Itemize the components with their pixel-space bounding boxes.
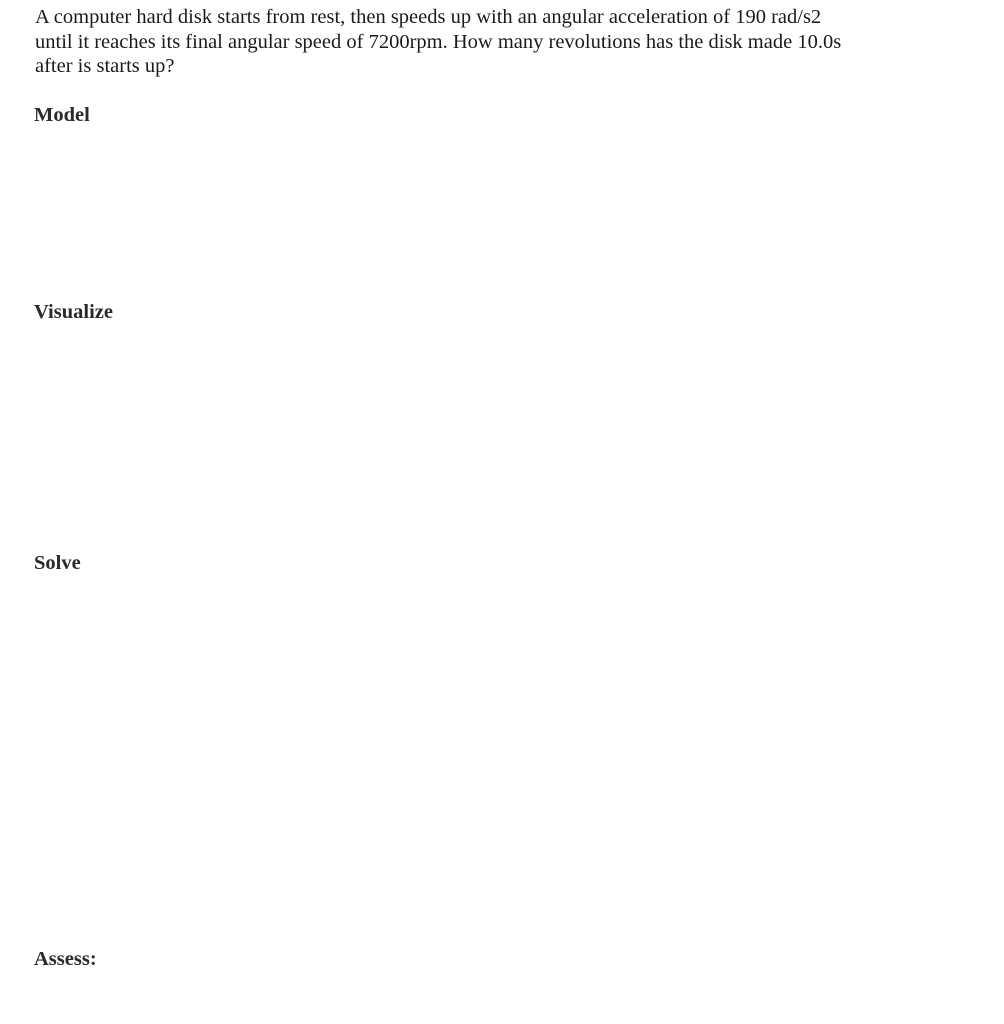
solve-heading: Solve — [34, 552, 81, 574]
model-heading: Model — [34, 104, 90, 126]
problem-line-2: until it reaches its final angular speed of 7200rpm. How many revolutions has the disk made 10.0s — [35, 30, 842, 53]
assess-answer-space — [34, 976, 964, 1020]
problem-statement — [35, 5, 935, 79]
problem-line-1: A computer hard disk starts from rest, then speeds up with an angular acceleration of 190 rad/s2 — [35, 6, 822, 28]
visualize-heading: Visualize — [34, 301, 113, 323]
solve-answer-space — [34, 580, 964, 935]
assess-heading: Assess: — [34, 948, 97, 970]
visualize-answer-space — [34, 330, 964, 540]
model-answer-space — [34, 132, 964, 292]
problem-line-3: after is starts up? — [35, 55, 175, 77]
